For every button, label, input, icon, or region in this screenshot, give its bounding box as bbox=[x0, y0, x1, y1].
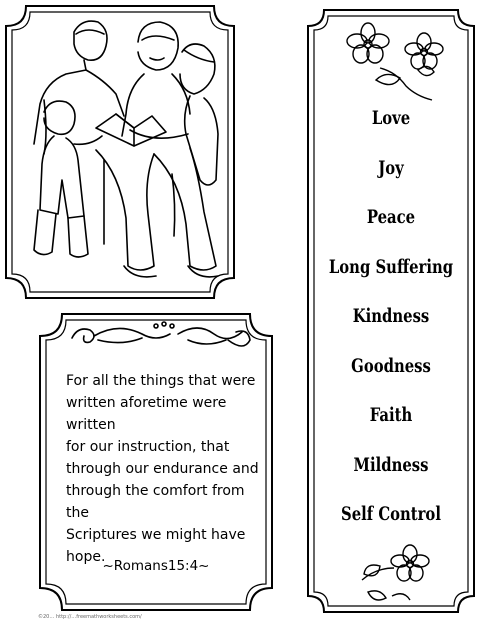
verse-line: Scriptures we might have bbox=[66, 527, 246, 543]
verse-line: hope. bbox=[66, 549, 106, 565]
fruits-list bbox=[306, 94, 476, 540]
fruit-item: Mildness bbox=[353, 453, 429, 476]
verse-reference: ~Romans15:4~ bbox=[102, 558, 210, 574]
flower-top-icon bbox=[347, 23, 443, 100]
family-illustration-card bbox=[4, 4, 236, 300]
fruit-item: Faith bbox=[369, 404, 413, 426]
fruit-item: Joy bbox=[378, 156, 404, 179]
ornament-flourish bbox=[72, 322, 250, 346]
fruit-item: Self Control bbox=[341, 503, 441, 525]
fruit-item: Long Suffering bbox=[328, 255, 454, 278]
fruit-item: Kindness bbox=[352, 305, 430, 327]
fruit-item: Peace bbox=[366, 206, 416, 228]
verse-text bbox=[66, 370, 266, 568]
fruit-item: Goodness bbox=[351, 354, 431, 377]
verse-line: for our instruction, that bbox=[66, 439, 230, 455]
fruit-item: Love bbox=[371, 107, 411, 129]
verse-card bbox=[38, 312, 274, 612]
verse-line: For all the things that were bbox=[66, 373, 256, 389]
copyright-text: ©20… http://…freemathworksheets.com/ bbox=[38, 614, 142, 620]
verse-line: through the comfort from the bbox=[66, 483, 245, 521]
flower-bottom-icon bbox=[362, 545, 429, 600]
verse-line: written aforetime were written bbox=[66, 395, 227, 433]
family-illustration bbox=[4, 4, 236, 300]
verse-line: through our endurance and bbox=[66, 461, 259, 477]
fruits-card bbox=[306, 8, 476, 614]
